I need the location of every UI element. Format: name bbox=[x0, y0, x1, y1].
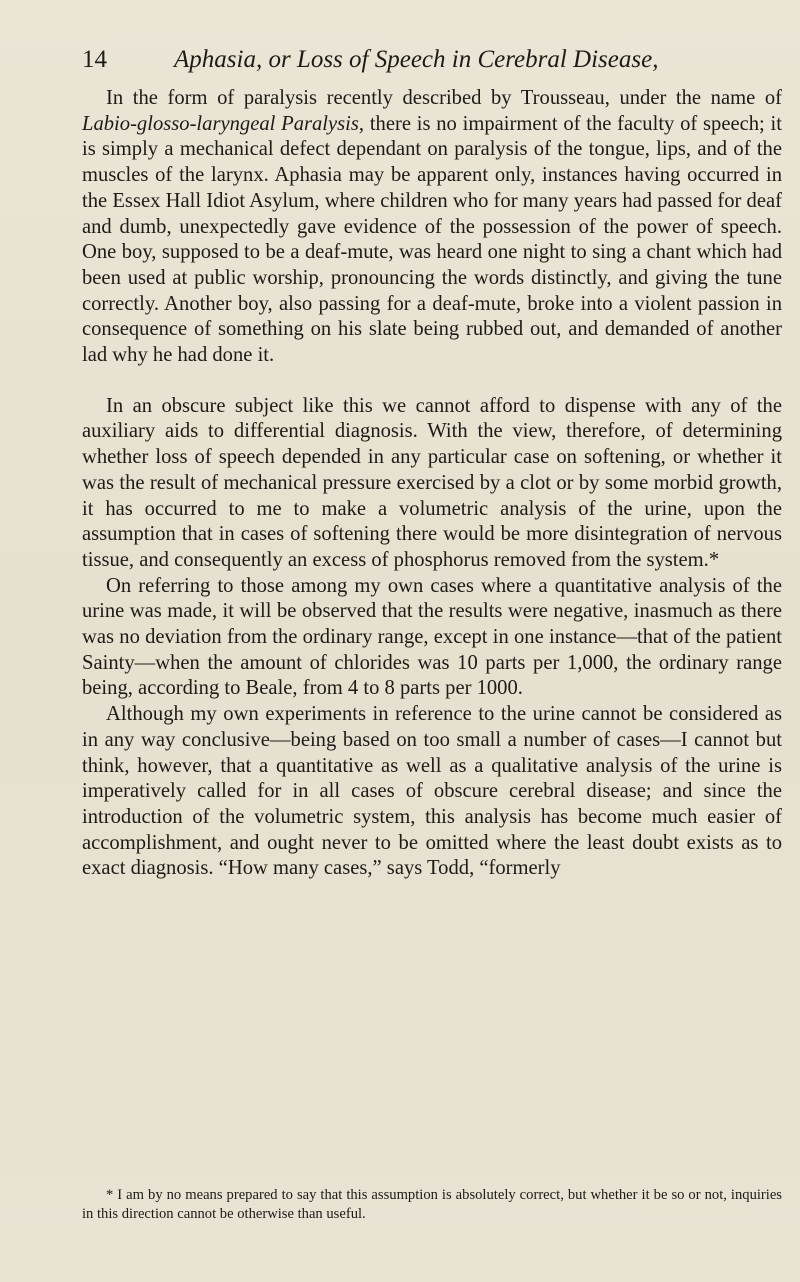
page-number: 14 bbox=[82, 46, 107, 73]
paralysis-term: Labio-glosso-laryngeal Paralysis bbox=[82, 112, 359, 135]
paragraph-2: In an obscure subject like this we cannot afford to dispense with any of the auxiliary aids to differential diagnosis. With the view, therefore, of determining whether loss of speech depended in any particular case on softening, or whether it was the result of mechanical pressure exercised by a clot or by some morbid growth, it has occurred to me to make a volumetric analysis of the urine, upon the assumption that in cases of softening there would be more disintegration of nervous tissue, and consequently an excess of phosphorus removed from the system.* bbox=[82, 394, 782, 571]
page-header bbox=[82, 42, 782, 78]
footnote bbox=[82, 1186, 782, 1224]
paragraph-1-rest: , there is no impairment of the faculty of speech; it is simply a mechanical defect dependant on paralysis of the tongue, lips, and of the muscles of the larynx. Aphasia may be apparent only, instances having occurred in the Essex Hall Idiot Asylum, where children who for many years had passed for deaf and dumb, unexpectedly gave evidence of the possession of the power of speech. One boy, supposed to be a deaf-mute, was heard one night to sing a chant which had been used at public worship, pronouncing the words distinctly, and giving the tune correctly. Another boy, also passing for a deaf-mute, broke into a violent passion in consequence of something on his slate being rubbed out, and demanded of another lad why he had done it. bbox=[82, 112, 782, 367]
paragraph-3: On referring to those among my own cases where a quantitative analysis of the urine was made, it will be observed that the results were negative, inasmuch as there was no deviation from the ordinary range, except in one instance—that of the patient Sainty—when the amount of chlorides was 10 parts per 1,000, the ordinary range being, according to Beale, from 4 to 8 parts per 1000. bbox=[82, 574, 782, 700]
paragraph-4: Although my own experiments in reference to the urine cannot be considered as in any way conclusive—being based on too small a number of cases—I cannot but think, however, that a quantitative as well as a qualitative analysis of the urine is imperatively called for in all cases of obscure cerebral disease; and since the introduction of the volumetric system, this analysis has become much easier of accomplishment, and ought never to be omitted where the least doubt exists as to exact diagnosis. “How many cases,” says Todd, “formerly bbox=[82, 703, 782, 880]
footnote-text: * I am by no means prepared to say that this assumption is absolutely correct, but whether it be so or not, inquiries in this direction cannot be otherwise than useful. bbox=[82, 1187, 782, 1222]
paragraph-1-start: In the form of paralysis recently described by Trousseau, under the name of bbox=[106, 87, 782, 109]
body-text bbox=[82, 86, 782, 882]
running-title: Aphasia, or Loss of Speech in Cerebral Disease, bbox=[174, 46, 659, 73]
paragraph-1 bbox=[82, 86, 782, 369]
